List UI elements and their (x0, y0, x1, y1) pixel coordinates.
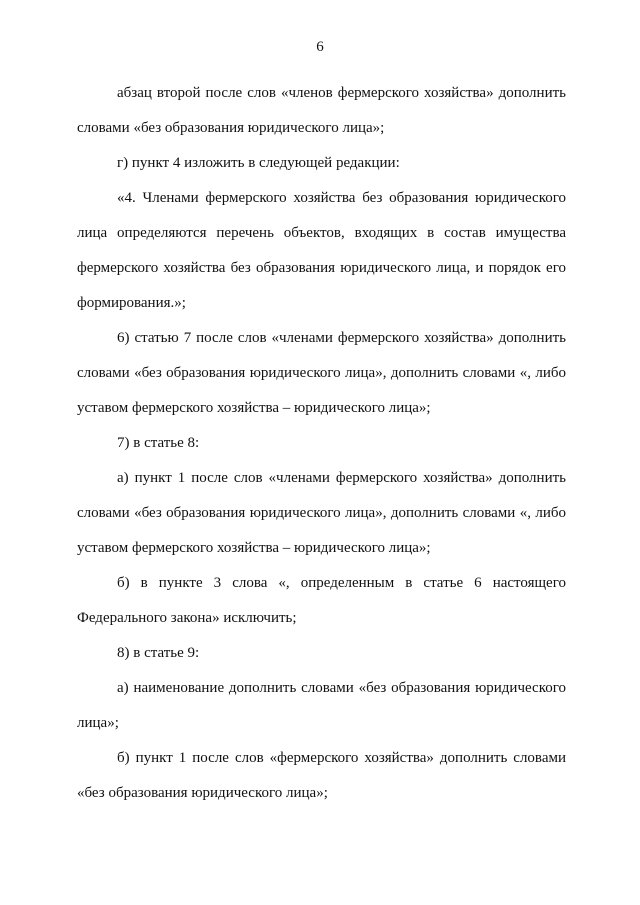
paragraph-g-punkt-4: г) пункт 4 изложить в следующей редакции: (117, 155, 400, 171)
paragraph-a-punkt-1: а) пункт 1 после слов «членами фермерского хозяйства» дополнить словами «без образования юридического лица», дополнить словами «, либо уставом фермерского хозяйства – юридического лица»; (77, 470, 566, 556)
paragraph-b-punkt-3: б) в пункте 3 слова «, определенным в статье 6 настоящего Федерального закона» исключить; (77, 575, 566, 626)
paragraph-6-statya-7: 6) статью 7 после слов «членами фермерского хозяйства» дополнить словами «без образования юридического лица», дополнить словами «, либо уставом фермерского хозяйства – юридического лица»; (77, 330, 566, 416)
page-number: 6 (316, 39, 324, 55)
paragraph-punkt-4-text: «4. Членами фермерского хозяйства без образования юридического лица определяются перечень объектов, входящих в состав имущества фермерского хозяйства без образования юридического лица, и порядок его формирования.»; (77, 190, 566, 311)
paragraph-a-naimenovanie: а) наименование дополнить словами «без образования юридического лица»; (77, 680, 566, 731)
document-body (77, 76, 566, 811)
paragraph-abzac-vtoroy: абзац второй после слов «членов фермерского хозяйства» дополнить словами «без образования юридического лица»; (77, 85, 566, 136)
paragraph-7-statya-8: 7) в статье 8: (117, 435, 200, 451)
paragraph-b-punkt-1: б) пункт 1 после слов «фермерского хозяйства» дополнить словами «без образования юридического лица»; (77, 750, 566, 801)
paragraph-8-statya-9: 8) в статье 9: (117, 645, 200, 661)
